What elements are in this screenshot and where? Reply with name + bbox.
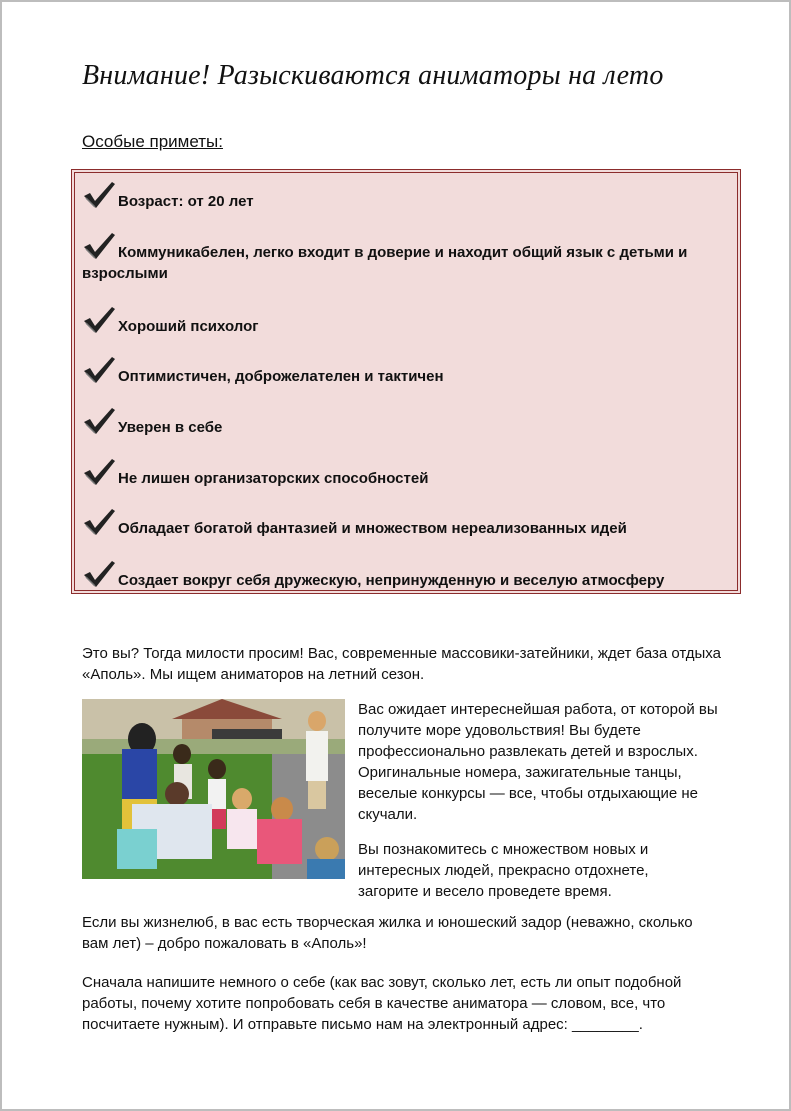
email-placeholder: ________. — [572, 1016, 643, 1033]
check-mark-icon — [82, 507, 116, 537]
trait-text: Хороший психолог — [118, 318, 259, 335]
intro-paragraph: Это вы? Тогда милости просим! Вас, современные массовики-затейники, ждет база отдыха «Аполь». Мы ищем аниматоров на летний сезон. — [82, 645, 721, 683]
trait-text: Оптимистичен, доброжелателен и тактичен — [118, 368, 444, 385]
check-mark-icon — [82, 559, 116, 589]
check-mark-icon — [82, 355, 116, 385]
trait-item — [82, 406, 730, 438]
check-mark-icon — [82, 180, 116, 210]
people-paragraph: Вы познакомитесь с множеством новых и интересных людей, прекрасно отдохнете, загорите и весело проведете время. — [358, 841, 649, 900]
check-mark-icon — [82, 305, 116, 335]
trait-text: Создает вокруг себя дружескую, непринужденную и веселую атмосферу — [118, 572, 665, 589]
apply-text: Сначала напишите немного о себе (как вас зовут, сколько лет, есть ли опыт подобной работы, почему хотите попробовать себя в качестве аниматора — словом, все, что посчитаете нужным). И отправьте письмо нам на электронный адрес: — [82, 974, 682, 1033]
work-paragraph: Вас ожидает интереснейшая работа, от которой вы получите море удовольствия! Вы будете профессионально развлекать детей и взрослых. Оригинальные номера, зажигательные танцы, веселые конкурсы — все, чтобы отдыхающие не скучали. — [358, 701, 718, 823]
trait-text: Не лишен организаторских способностей — [118, 470, 429, 487]
trait-item — [82, 305, 730, 337]
trait-text: Уверен в себе — [118, 419, 223, 436]
trait-item — [82, 507, 730, 539]
trait-text: Возраст: от 20 лет — [118, 193, 254, 210]
check-mark-icon — [82, 231, 116, 261]
page-title: Внимание! Разыскиваются аниматоры на лето — [82, 60, 664, 91]
apply-paragraph — [82, 972, 732, 1035]
trait-item — [82, 355, 730, 387]
welcome-paragraph: Если вы жизнелюб, в вас есть творческая жилка и юношеский задор (неважно, сколько вам лет) – добро пожаловать в «Аполь»! — [82, 914, 693, 952]
trait-text: Коммуникабелен, легко входит в доверие и находит общий язык с детьми и взрослыми — [82, 244, 688, 282]
check-mark-icon — [82, 406, 116, 436]
party-photo — [82, 699, 345, 879]
traits-box — [71, 169, 741, 594]
trait-item — [82, 457, 730, 489]
section-subtitle: Особые приметы: — [82, 132, 223, 151]
trait-item — [82, 231, 730, 284]
trait-item — [82, 559, 730, 591]
check-mark-icon — [82, 457, 116, 487]
trait-item — [82, 180, 730, 212]
trait-text: Обладает богатой фантазией и множеством нереализованных идей — [118, 520, 627, 537]
